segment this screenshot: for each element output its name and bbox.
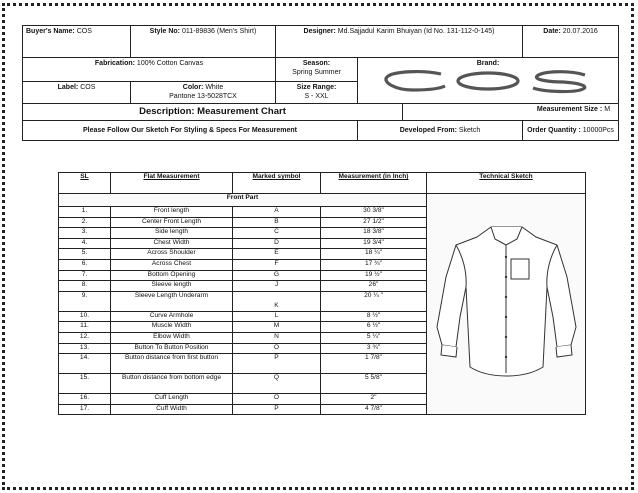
row-measurement-name: Cuff Length [111, 394, 233, 405]
label-cell: Label: COS [23, 82, 131, 104]
developed-from-cell: Developed From: Sketch [358, 121, 523, 141]
row-measurement-name: Muscle Width [111, 322, 233, 333]
row-sl: 17. [59, 404, 111, 415]
row-measurement-name: Chest Width [111, 238, 233, 249]
row-sl: 5. [59, 249, 111, 260]
row-value: 2" [321, 394, 427, 405]
row-value: 5 5/8" [321, 374, 427, 394]
follow-note-cell: Please Follow Our Sketch For Styling & Specs For Measurement [23, 121, 358, 141]
row-sl: 8. [59, 281, 111, 292]
row-sl: 16. [59, 394, 111, 405]
designer-cell: Designer: Md.Sajjadul Karim Bhuiyan (Id No. 131-112-0-145) [276, 26, 523, 58]
brand-cell: Brand: [358, 58, 619, 104]
row-value: 20 ¼ " [321, 291, 427, 311]
row-sl: 6. [59, 259, 111, 270]
row-sl: 13. [59, 343, 111, 354]
col-header-marked-symbol: Marked symbol [233, 173, 321, 194]
row-measurement-name: Button distance from bottom edge [111, 374, 233, 394]
row-symbol: P [233, 404, 321, 415]
row-symbol: O [233, 394, 321, 405]
buyer-cell: Buyer's Name: COS [23, 26, 131, 58]
cos-brand-logo [383, 68, 593, 94]
color-cell: Color: White Pantone 13-5028TCX [131, 82, 276, 104]
row-symbol: L [233, 311, 321, 322]
row-sl: 12. [59, 332, 111, 343]
row-sl: 9. [59, 291, 111, 311]
row-symbol: A [233, 207, 321, 218]
row-symbol: J [233, 281, 321, 292]
row-sl: 7. [59, 270, 111, 281]
col-header-measurement: Measurement (in Inch) [321, 173, 427, 194]
row-measurement-name: Across Chest [111, 259, 233, 270]
shirt-sketch-icon [429, 217, 584, 387]
row-value: 18 ¼" [321, 249, 427, 260]
col-header-technical-sketch: Technical Sketch [427, 173, 586, 194]
row-measurement-name: Across Shoulder [111, 249, 233, 260]
row-symbol: N [233, 332, 321, 343]
style-cell: Style No: 011-89836 (Men's Shirt) [131, 26, 276, 58]
row-measurement-name: Front length [111, 207, 233, 218]
row-sl: 1. [59, 207, 111, 218]
row-symbol: G [233, 270, 321, 281]
row-value: 19 ½" [321, 270, 427, 281]
measurement-table [58, 172, 586, 415]
row-value: 26" [321, 281, 427, 292]
row-sl: 15. [59, 374, 111, 394]
row-measurement-name: Center Front Length [111, 217, 233, 228]
row-symbol: K [233, 291, 321, 311]
row-measurement-name: Curve Armhole [111, 311, 233, 322]
row-symbol: M [233, 322, 321, 333]
row-value: 1 7/8" [321, 354, 427, 374]
date-cell: Date: 20.07.2016 [523, 26, 619, 58]
row-measurement-name: Sleeve Length Underarm [111, 291, 233, 311]
row-symbol: F [233, 259, 321, 270]
row-sl: 4. [59, 238, 111, 249]
row-value: 19 3/4" [321, 238, 427, 249]
row-value: 5 ¼" [321, 332, 427, 343]
size-range-cell: Size Range: S - XXL [276, 82, 358, 104]
season-cell: Season: Spring Summer [276, 58, 358, 82]
row-value: 27 1/2" [321, 217, 427, 228]
technical-sketch [427, 194, 586, 415]
row-measurement-name: Cuff Width [111, 404, 233, 415]
col-header-sl: SL [59, 173, 111, 194]
row-symbol: C [233, 228, 321, 239]
row-value: 8 ½" [321, 311, 427, 322]
row-symbol: B [233, 217, 321, 228]
row-sl: 3. [59, 228, 111, 239]
row-symbol: D [233, 238, 321, 249]
fabrication-cell: Fabrication: 100% Cotton Canvas [23, 58, 276, 82]
row-value: 18 3/8" [321, 228, 427, 239]
row-value: 4 7/8" [321, 404, 427, 415]
col-header-flat-measurement: Flat Measurement [111, 173, 233, 194]
row-sl: 10. [59, 311, 111, 322]
row-measurement-name: Bottom Opening [111, 270, 233, 281]
row-value: 3 ¾" [321, 343, 427, 354]
row-symbol: E [233, 249, 321, 260]
order-quantity-cell: Order Quantity : 10000Pcs [523, 121, 619, 141]
row-measurement-name: Button distance from first button [111, 354, 233, 374]
row-measurement-name: Button To Button Position [111, 343, 233, 354]
row-sl: 14. [59, 354, 111, 374]
row-value: 17 ¾" [321, 259, 427, 270]
description-cell: Description: Measurement Chart [23, 104, 403, 121]
header-table [22, 25, 619, 141]
row-sl: 11. [59, 322, 111, 333]
row-value: 30 3/8" [321, 207, 427, 218]
row-symbol: P [233, 354, 321, 374]
row-measurement-name: Side length [111, 228, 233, 239]
row-symbol: O [233, 343, 321, 354]
row-measurement-name: Elbow Width [111, 332, 233, 343]
row-sl: 2. [59, 217, 111, 228]
row-symbol: Q [233, 374, 321, 394]
row-measurement-name: Sleeve length [111, 281, 233, 292]
row-value: 6 ½" [321, 322, 427, 333]
measurement-size-cell: Measurement Size : M [403, 104, 619, 121]
section-front-part: Front Part [59, 194, 427, 207]
